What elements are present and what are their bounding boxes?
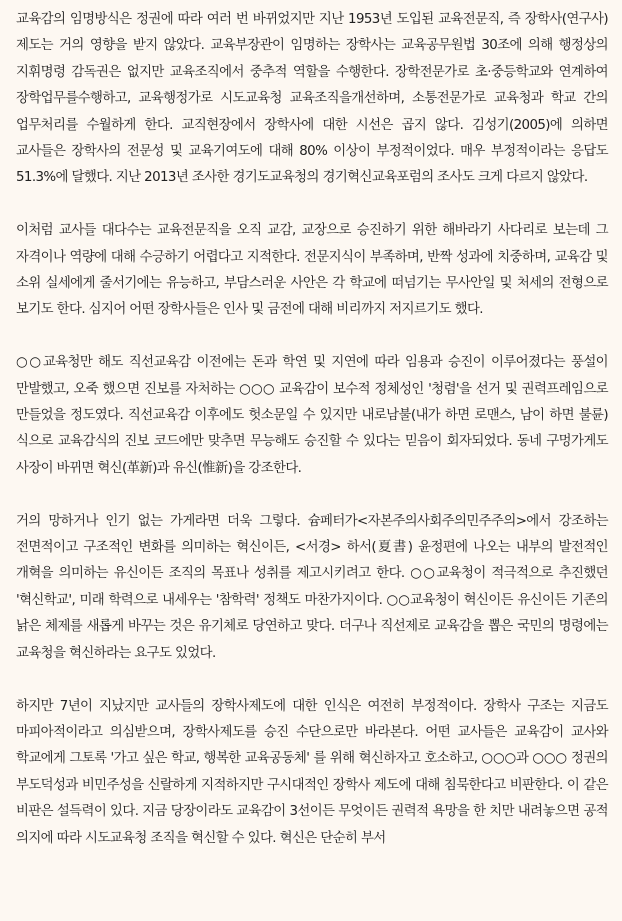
paragraph-1: 교육감의 임명방식은 정권에 따라 여러 번 바뀌었지만 지난 1953년 도입된 교육전문직, 즉 장학사(연구사)제도는 거의 영향을 받지 않았다. 교육부장관이 임명하는 장학사는 교육공무원법 30조에 의해 행정상의 지휘명령 감독권은 없지만 교육조직에서 중추적 역할을 수행한다. 장학전문가로 초·중등학교와 연계하여 장학업무를수행하고, 교육행정가로 시도교육청 교육조직을개선하며, 소통전문가로 교육청과 학교 간의 업무처리를 수월하게 한다. 교직현장에서 장학사에 대한 시선은 곱지 않다. 김성기(2005)에 의하면 교사들은 장학사의 전문성 및 교육기여도에 대해 80% 이상이 부정적이었다. 매우 부정적이라는 응답도 51.3%에 달했다. 지난 2013년 조사한 경기도교육청의 경기혁신교육포럼의 조사도 크게 다르지 않았다. (16, 12, 608, 186)
paragraph-2: 이처럼 교사들 대다수는 교육전문직을 오직 교감, 교장으로 승진하기 위한 해바라기 사다리로 보는데 그 자격이나 역량에 대해 수긍하기 어렵다고 지적한다. 전문지식이 부족하며, 반짝 성과에 치중하며, 교육감 및 소위 실세에게 줄서기에는 유능하고, 부담스러운 사안은 각 학교에 떠넘기는 무사안일 및 처세의 전형으로 보기도 한다. 심지어 어떤 장학사들은 인사 및 금전에 대해 비리까지 저지르기도 했다. (16, 223, 608, 318)
paragraph-4: 거의 망하거나 인기 없는 가게라면 더욱 그렇다. 슘페터가<자본주의사회주의민주주의>에서 강조하는 전면적이고 구조적인 변화를 의미하는 혁신이든, <서경> 하서(夏書) 윤정편에 나오는 내부의 발전적인 개혁을 의미하는 유신이든 조직의 목표나 성취를 제고시키려고 한다. ○○교육청이 적극적으로 추진했던 '혁신학교', 미래 학력으로 내세우는 '참학력' 정책도 마찬가지이다. ○○교육청이 혁신이든 유신이든 기존의 낡은 체제를 새롭게 바꾸는 것은 유기체로 당연하고 맞다. 더구나 직선제로 교육감을 뽑은 국민의 명령에는 교육청을 혁신하라는 요구도 있었다. (16, 513, 608, 661)
paragraph-3: ○○교육청만 해도 직선교육감 이전에는 돈과 학연 및 지연에 따라 임용과 승진이 이루어졌다는 풍설이 만발했고, 오죽 했으면 진보를 자처하는 ○○○ 교육감이 보수적 정체성인 '청렴'을 선거 및 권력프레임으로 만들었을 정도였다. 직선교육감 이후에도 헛소문일 수 있지만 내로남불(내가 하면 로맨스, 남이 하면 불륜)식으로 교육감식의 진보 코드에만 맞추면 무능해도 승진할 수 있다는 믿음이 회자되었다. 동네 구멍가게도 사장이 바뀌면 혁신(革新)과 유신(惟新)을 강조한다. (16, 355, 608, 476)
article-body (16, 7, 608, 852)
paragraph-5: 하지만 7년이 지났지만 교사들의 장학사제도에 대한 인식은 여전히 부정적이다. 장학사 구조는 지금도 마피아적이라고 의심받으며, 장학사제도를 승진 수단으로만 바라본다. 어떤 교사들은 교육감이 교사와 학교에게 그토록 '가고 싶은 학교, 행복한 교육공동체' 를 위해 혁신하자고 호소하고, ○○○과 ○○○ 정권의 부도덕성과 비민주성을 신랄하게 지적하지만 구시대적인 장학사 제도에 대해 침묵한다고 비판한다. 이 같은 비판은 설득력이 있다. 지금 당장이라도 교육감이 3선이든 무엇이든 권력적 욕망을 한 치만 내려놓으면 공적 의지에 따라 시도교육청 조직을 혁신할 수 있다. 혁신은 단순히 부서 (16, 698, 608, 846)
